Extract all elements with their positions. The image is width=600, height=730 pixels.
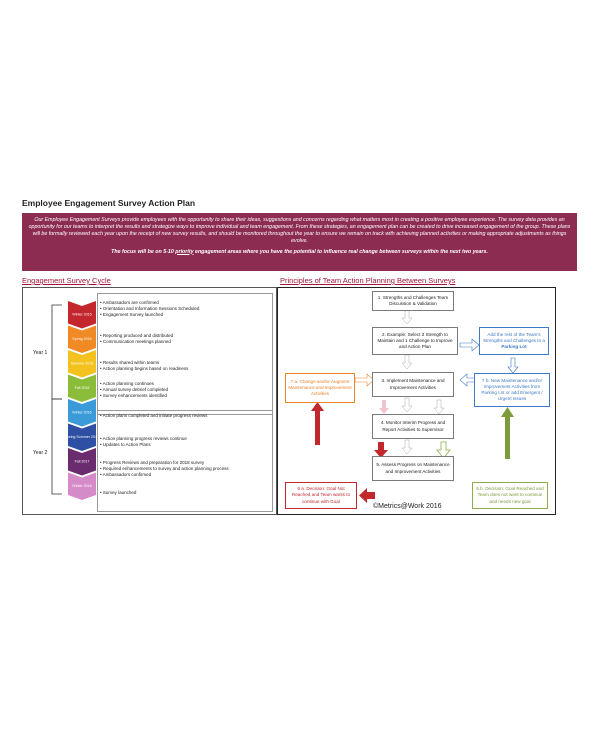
cycle-item: • Communication meetings planned [100, 339, 171, 345]
cycle-item: • Survey enhancements identified [100, 393, 167, 399]
chevron-label: Summer 2016 [70, 361, 94, 366]
step-4-box: 4. Monitor Interim Progress and Report Activities to Supervisor [372, 414, 454, 439]
down-arrow [402, 310, 412, 324]
cycle-heading: Engagement Survey Cycle [22, 276, 111, 285]
chevron-label: Spring 2016 [72, 336, 92, 341]
cycle-group-7 [100, 460, 229, 478]
year2-bracket [52, 399, 62, 494]
cycle-item: • Action planning progress reviews continue [100, 436, 187, 441]
parking-lot-box [479, 327, 549, 355]
banner-line: created to drive increased engagement of the group. These plans will be formally reviewed each year upon the receipt of new survey results, and should be monitored throughout the year to ensure we [32, 223, 571, 237]
step-1-box: 1. Strengths and Challenges Team Discussion & Validation [372, 291, 454, 311]
cycle-item: • Engagement Survey launched [100, 312, 164, 318]
down-arrow [402, 440, 412, 454]
cycle-group-4 [100, 381, 168, 399]
copyright-credit: ©Metrics@Work 2016 [373, 503, 442, 510]
cycle-group-1 [100, 300, 199, 318]
year1-label: Year 1 [33, 350, 48, 356]
green-up-arrow [501, 407, 514, 459]
step-3-box: 3. Implement Maintenance and Improvement Activities [372, 372, 454, 397]
cycle-item: • Survey launched [100, 490, 137, 495]
decision-b-box: 6 b. Decision: Goal Reached and Team does not want to continue and needs new goal [472, 482, 548, 509]
step-5-box: 5. Assess Progress on Maintenance and Improvement Activities [372, 456, 454, 481]
cycle-item: • Annual survey debrief completed [100, 387, 169, 393]
step-2-box: 2. Example: Select 3 Strength to Maintain and 1 Challenge to Improve and Action Plan [372, 327, 458, 355]
cycle-item: • Ambassadors are confirmed [100, 300, 159, 305]
down-arrow [434, 400, 444, 414]
cycle-item: • Ambassadors confirmed [100, 472, 152, 478]
chevron-label: Fall 2017 [74, 459, 90, 464]
focus-text: The focus will be on 5-10 [111, 248, 176, 255]
red-left-arrow [359, 488, 375, 503]
cycle-item: • Action planning begins based on readiness [100, 366, 189, 372]
focus-text: engagement areas where you have the potential to influence real change between surveys within the next two years. [193, 248, 488, 255]
banner-line: remain on track with achieving planned activities or making appropriate adjustments as things evolve. [291, 230, 567, 244]
down-arrow [402, 355, 412, 369]
chevron-label: Winter 2016 [72, 410, 92, 415]
parking-lot-text: Add the rest of the Team's Strengths and Challenges to a Parking Lot [483, 331, 545, 350]
cycle-item: • Progress Reviews and preparation for 2018 survey [100, 460, 205, 465]
cycle-group-6 [100, 436, 187, 448]
banner-focus [28, 249, 571, 256]
new-maintenance-box: 7 b. New Maintenance and/or Improvement Activities from Parking Lot or add Emergent / Urgent Issues [474, 373, 550, 407]
down-arrow-blue [508, 358, 518, 373]
year2-label: Year 2 [33, 450, 48, 456]
cycle-group-2 [100, 333, 173, 345]
cycle-item: • Reporting produced and distributed [100, 333, 174, 338]
banner-line: The survey data provides an opportunity for our teams to interpret the results and strategize ways to improve individual and team engagement. From these strategies, an engagement plan can be [28, 217, 565, 230]
year1-bracket [52, 305, 62, 399]
change-augment-box: 7 a. Change and/or Augment Maintenance and Improvement Activities [285, 373, 355, 403]
principles-heading: Principles of Team Action Planning Between Surveys [280, 276, 456, 285]
cycle-group-5 [100, 413, 207, 419]
cycle-item: • Updates to Action Plans [100, 442, 151, 448]
focus-priority: priority [175, 248, 194, 255]
right-arrow [460, 339, 479, 351]
down-arrow [402, 398, 412, 412]
chevron-label: Fall 2016 [74, 385, 90, 390]
cycle-item: • Orientation and Information Sessions Scheduled [100, 306, 200, 312]
page-title: Employee Engagement Survey Action Plan [22, 198, 196, 208]
cycle-group-8 [100, 490, 136, 496]
pink-arrow [379, 400, 389, 414]
banner-line: Our Employee Engagement Surveys provide employees with the opportunity to share their ideas, suggestions and concerns regarding what matters most in creating a positive employee experience. [34, 217, 497, 223]
cycle-item: • Results shared within teams [100, 360, 160, 365]
chevron-label: Winter 2018 [72, 483, 92, 488]
chevron-label: Spring Summer 2017 [65, 434, 99, 439]
intro-banner [22, 213, 577, 271]
decision-a-box: 6 a. Decision: Goal Not Reached and Team wants to continue with Goal [285, 482, 357, 509]
red-up-arrow [311, 402, 324, 445]
cycle-item: • Required enhancements to survey and action planning process [100, 466, 229, 472]
cycle-item: • Action plans completed and initiate progress reviews [100, 413, 208, 418]
chevron-label: Winter 2015 [72, 312, 92, 317]
cycle-group-3 [100, 360, 188, 372]
cycle-item: • Action planning continues [100, 381, 154, 386]
